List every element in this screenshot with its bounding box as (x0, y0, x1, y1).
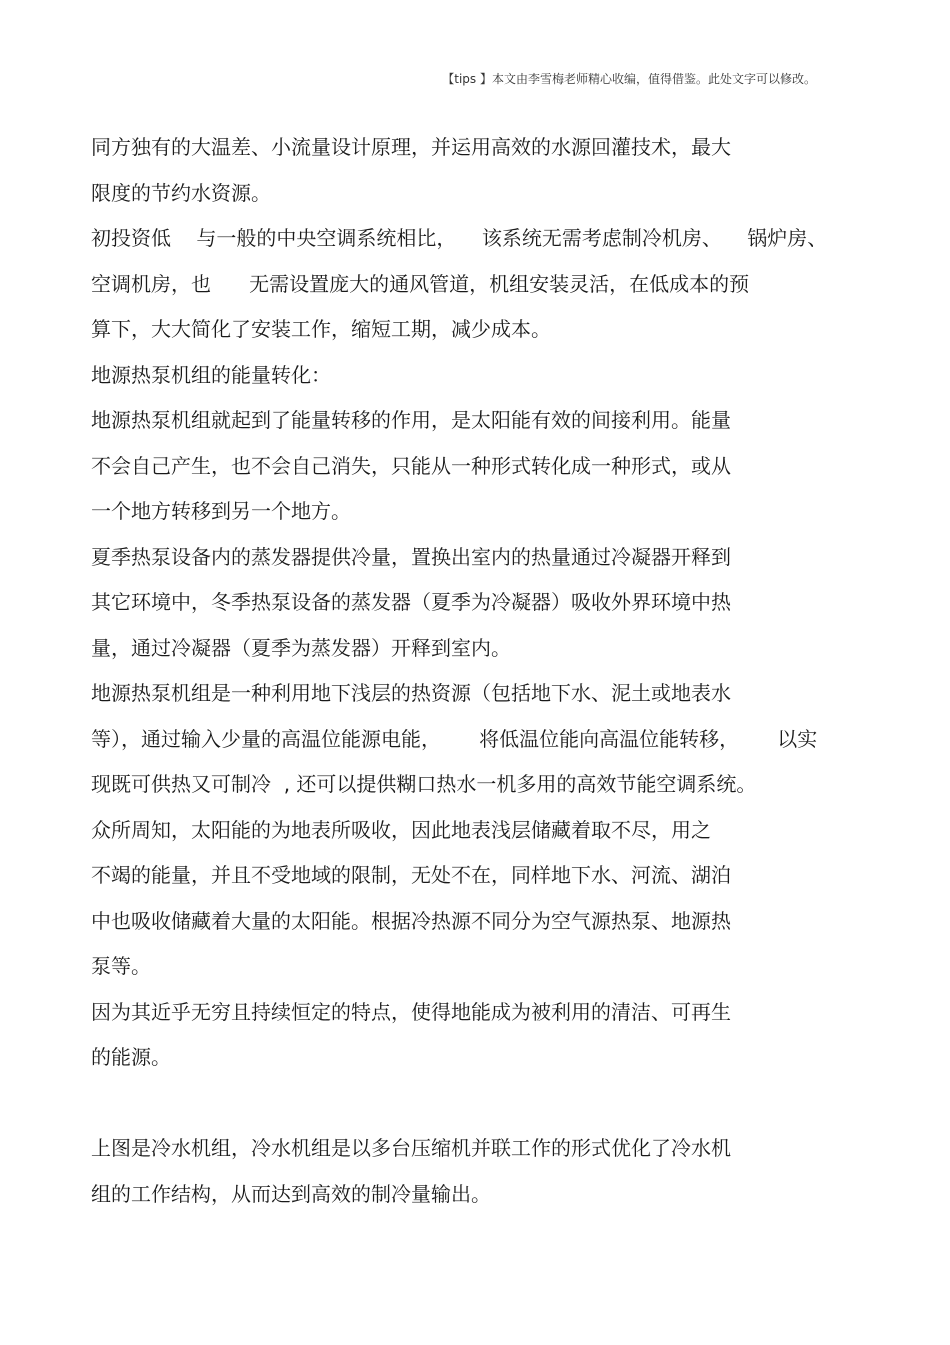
text-line: 初投资低 与一般的中央空调系统相比， 该系统无需考虑制冷机房、 锅炉房、 (91, 226, 828, 250)
paragraph-gap (91, 1081, 871, 1127)
text-line: 等），通过输入少量的高温位能源电能， 将低温位能向高温位能转移， 以实 (91, 726, 818, 751)
text-line: 一个地方转移到另一个地方。 (91, 499, 351, 523)
text-line: 的能源。 (91, 1045, 171, 1069)
text-line: 因为其近乎无穷且持续恒定的特点，使得地能成为被利用的清洁、可再生 (91, 999, 731, 1024)
text-line: 不竭的能量，并且不受地域的限制，无处不在，同样地下水、河流、湖泊 (91, 863, 731, 887)
text-line: 空调机房，也 无需设置庞大的通风管道，机组安装灵活，在低成本的预 (91, 271, 750, 296)
text-line: 中也吸收储藏着大量的太阳能。根据冷热源不同分为空气源热泵、地源热 (91, 908, 731, 933)
text-line: 量，通过冷凝器（夏季为蒸发器）开释到室内。 (91, 635, 511, 660)
text-line: 限度的节约水资源。 (91, 180, 271, 205)
text-line: 组的工作结构，从而达到高效的制冷量输出。 (91, 1181, 491, 1206)
text-line: 算下，大大简化了安装工作，缩短工期，减少成本。 (91, 317, 551, 341)
text-line: 地源热泵机组是一种利用地下浅层的热资源（包括地下水、泥土或地表水 (91, 681, 731, 705)
text-line: 众所周知，太阳能的为地表所吸收，因此地表浅层储藏着取不尽，用之 (91, 817, 711, 842)
text-line: 其它环境中，冬季热泵设备的蒸发器（夏季为冷凝器）吸收外界环境中热 (91, 590, 731, 614)
text-line: 夏季热泵设备内的蒸发器提供冷量，置换出室内的热量通过冷凝器开释到 (91, 544, 731, 569)
text-line: 地源热泵机组就起到了能量转移的作用，是太阳能有效的间接利用。能量 (91, 408, 731, 432)
text-line: 上图是冷水机组，冷水机组是以多台压缩机并联工作的形式优化了冷水机 (91, 1136, 731, 1160)
header-tip: 【tips 】本文由李雪梅老师精心收编，值得借鉴。此处文字可以修改。 (442, 72, 816, 86)
text-line: 泵等。 (91, 954, 151, 978)
text-line: 地源热泵机组的能量转化： (91, 362, 331, 387)
text-line: 同方独有的大温差、小流量设计原理，并运用高效的水源回灌技术，最大 (91, 135, 731, 159)
text-line: 现既可供热又可制冷 , 还可以提供糊口热水一机多用的高效节能空调系统。 (91, 772, 757, 796)
text-line: 不会自己产生，也不会自己消失，只能从一种形式转化成一种形式，或从 (91, 453, 731, 478)
body-text (91, 125, 871, 1217)
